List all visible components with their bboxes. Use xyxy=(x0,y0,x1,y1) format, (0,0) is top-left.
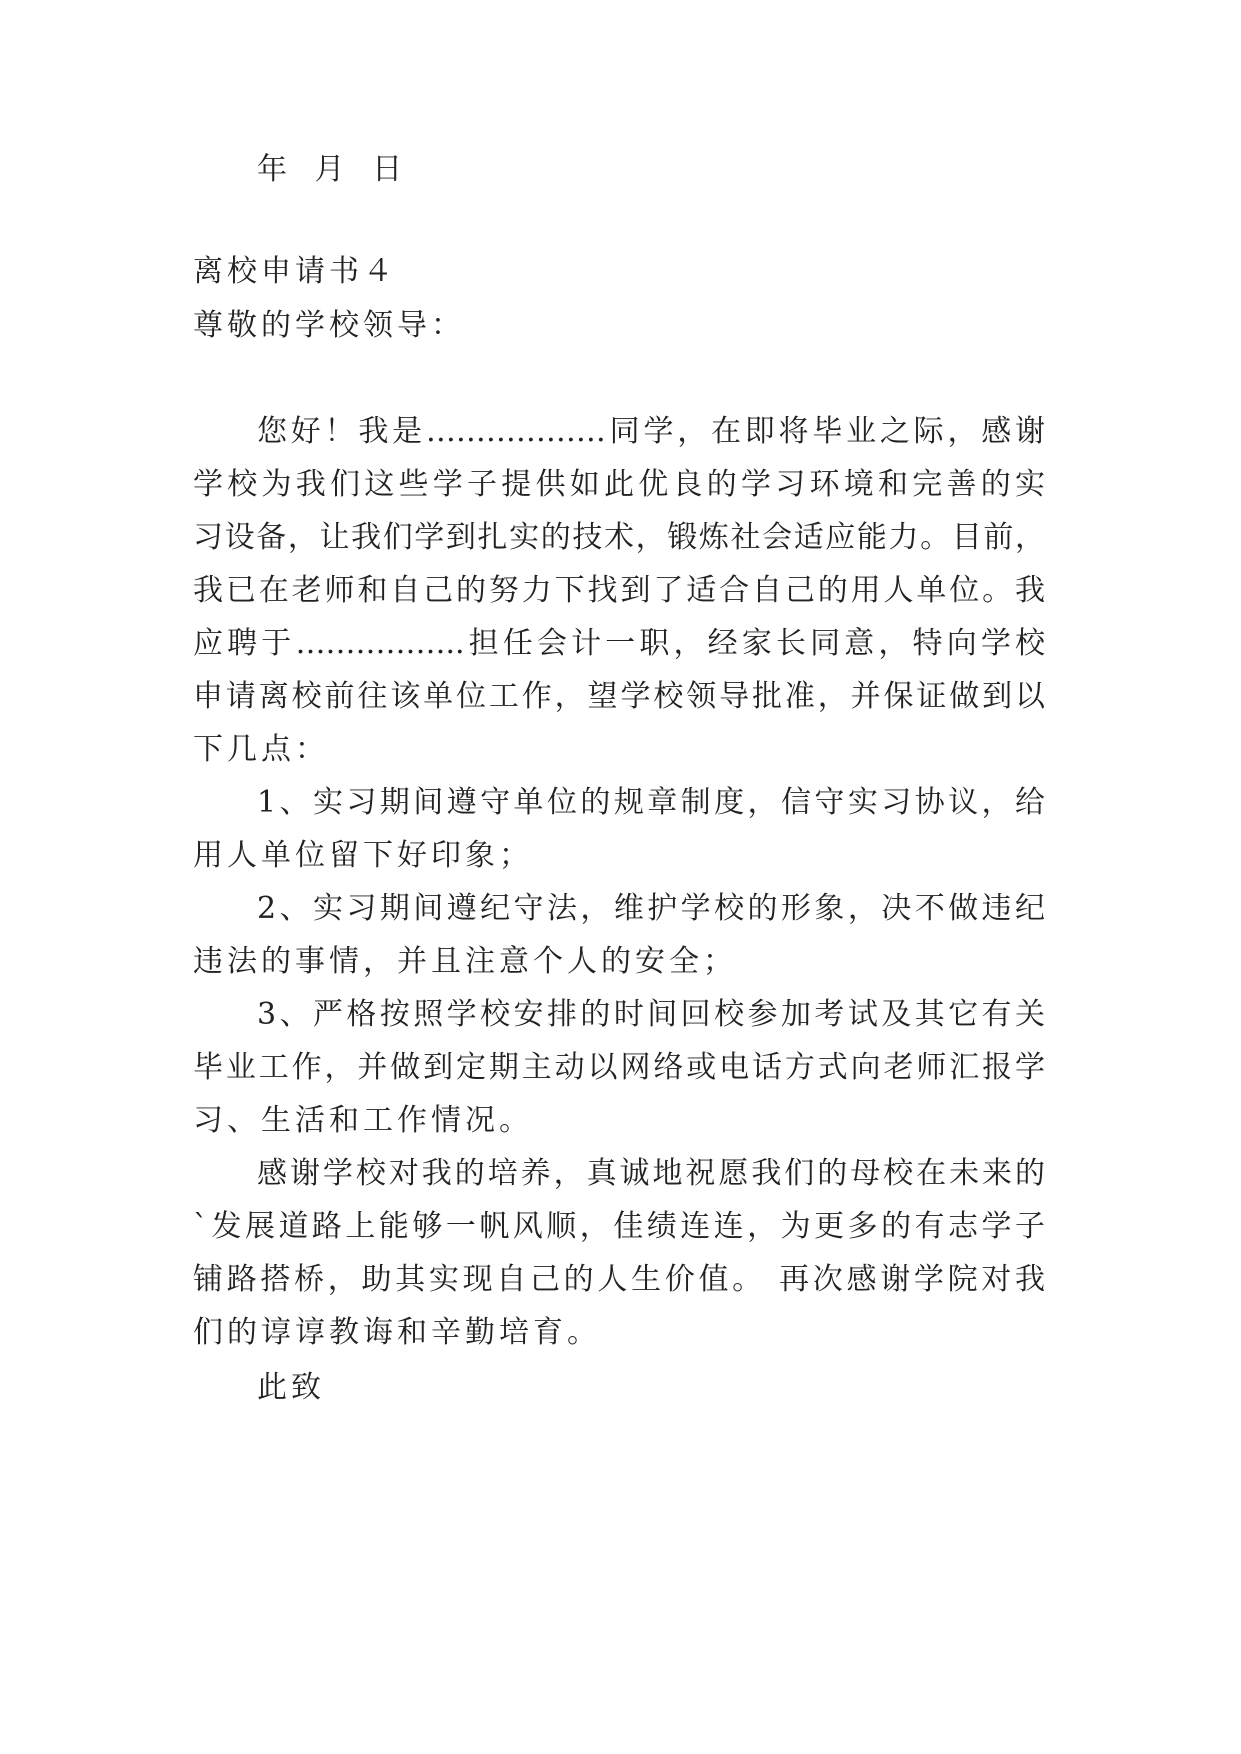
paragraph-line: 下几点： xyxy=(193,732,329,767)
paragraph-line: 您好！我是………………同学，在即将毕业之际，感谢 xyxy=(257,414,1045,449)
list-item-line: 3、严格按照学校安排的时间回校参加考试及其它有关 xyxy=(257,997,1045,1032)
paragraph-line: 学校为我们这些学子提供如此优良的学习环境和完善的实 xyxy=(193,467,1045,502)
closing-line: 们的谆谆教诲和辛勤培育。 xyxy=(193,1315,601,1350)
closing-line: `发展道路上能够一帆风顺，佳绩连连，为更多的有志学子 xyxy=(193,1209,1045,1244)
paragraph-line: 我已在老师和自己的努力下找到了适合自己的用人单位。我 xyxy=(193,573,1045,608)
list-item-line: 习、生活和工作情况。 xyxy=(193,1103,533,1138)
paragraph-line: 应聘于……………..担任会计一职，经家长同意，特向学校 xyxy=(193,626,1045,661)
date-line: 年 月 日 xyxy=(257,152,403,187)
list-item-line: 违法的事情，并且注意个人的安全； xyxy=(193,944,737,979)
sign-off: 此致 xyxy=(257,1370,325,1405)
list-item-line: 2、实习期间遵纪守法，维护学校的形象，决不做违纪 xyxy=(257,891,1045,926)
paragraph-line: 习设备，让我们学到扎实的技术，锻炼社会适应能力。目前， xyxy=(193,520,1045,555)
closing-line: 铺路搭桥，助其实现自己的人生价值。 再次感谢学院对我 xyxy=(193,1262,1045,1297)
salutation: 尊敬的学校领导： xyxy=(193,308,465,343)
paragraph-line: 申请离校前往该单位工作，望学校领导批准，并保证做到以 xyxy=(193,679,1045,714)
list-item-line: 1、实习期间遵守单位的规章制度，信守实习协议，给 xyxy=(257,785,1045,820)
list-item-line: 用人单位留下好印象； xyxy=(193,838,533,873)
list-item-line: 毕业工作，并做到定期主动以网络或电话方式向老师汇报学 xyxy=(193,1050,1045,1085)
closing-line: 感谢学校对我的培养，真诚地祝愿我们的母校在未来的 xyxy=(257,1156,1045,1191)
heading: 离校申请书４ xyxy=(193,254,397,289)
